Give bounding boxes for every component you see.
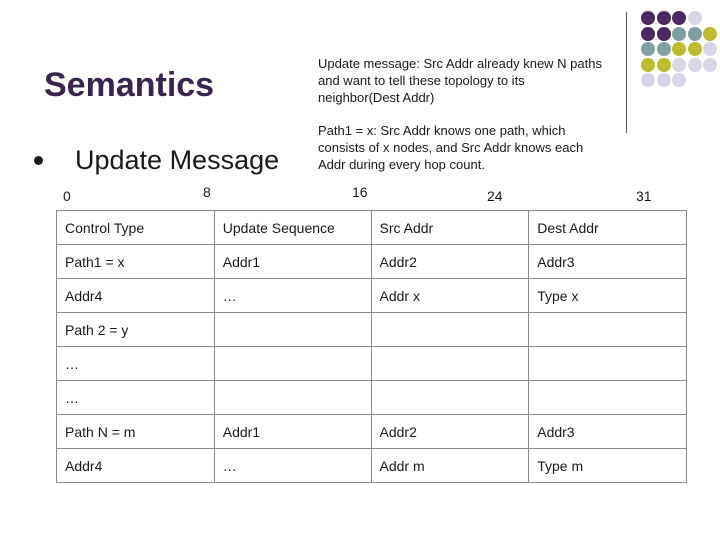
decor-dot — [672, 27, 686, 41]
table-cell — [371, 381, 529, 415]
table-cell: Addr4 — [57, 449, 215, 483]
table-row — [57, 449, 687, 483]
table-cell: Dest Addr — [529, 211, 687, 245]
table-cell — [371, 347, 529, 381]
table-row — [57, 211, 687, 245]
table-row — [57, 415, 687, 449]
decor-dot — [672, 58, 686, 72]
decor-dot — [672, 11, 686, 25]
table-cell: … — [57, 347, 215, 381]
table-cell: Type x — [529, 279, 687, 313]
section-heading: Update Message — [75, 145, 280, 175]
table-cell: Addr m — [371, 449, 529, 483]
table-cell: Addr3 — [529, 245, 687, 279]
decor-dot — [657, 58, 671, 72]
table-cell — [371, 313, 529, 347]
table-cell: Addr3 — [529, 415, 687, 449]
decor-dot — [703, 42, 717, 56]
table-cell: … — [214, 279, 371, 313]
table-cell: Addr1 — [214, 415, 371, 449]
table-cell: Update Sequence — [214, 211, 371, 245]
decor-dot — [688, 11, 702, 25]
bit-label-8: 8 — [203, 184, 211, 200]
decor-dot — [703, 58, 717, 72]
bit-label-31: 31 — [636, 188, 652, 204]
table-row — [57, 381, 687, 415]
decor-dot — [657, 27, 671, 41]
decor-dot — [657, 42, 671, 56]
table-cell: Control Type — [57, 211, 215, 245]
table-cell: Path1 = x — [57, 245, 215, 279]
bit-label-16: 16 — [352, 184, 368, 200]
decor-divider — [626, 12, 627, 133]
table-cell — [214, 381, 371, 415]
table-cell — [214, 313, 371, 347]
decor-dot — [641, 58, 655, 72]
decor-dot — [641, 42, 655, 56]
bit-label-0: 0 — [63, 188, 71, 204]
decor-dot — [703, 27, 717, 41]
table-cell — [529, 347, 687, 381]
table-cell: Addr x — [371, 279, 529, 313]
table-row — [57, 347, 687, 381]
table-cell: Addr2 — [371, 245, 529, 279]
bullet-icon — [34, 156, 43, 165]
table-row — [57, 245, 687, 279]
table-cell — [529, 381, 687, 415]
table-cell: Src Addr — [371, 211, 529, 245]
decor-dot — [657, 11, 671, 25]
table-cell: … — [214, 449, 371, 483]
table-cell: Addr2 — [371, 415, 529, 449]
decor-dot — [688, 42, 702, 56]
table-cell: Path N = m — [57, 415, 215, 449]
table-cell: … — [57, 381, 215, 415]
table-cell: Path 2 = y — [57, 313, 215, 347]
decor-dot — [641, 11, 655, 25]
table-cell: Addr4 — [57, 279, 215, 313]
update-message-format-table — [56, 210, 687, 483]
table-cell — [529, 313, 687, 347]
table-row — [57, 279, 687, 313]
decor-dot — [641, 27, 655, 41]
table-cell: Type m — [529, 449, 687, 483]
decor-dot — [688, 27, 702, 41]
decor-dot — [672, 73, 686, 87]
path-note: Path1 = x: Src Addr knows one path, which consists of x nodes, and Src Addr knows each Addr during every hop count. — [318, 123, 584, 172]
decor-dot — [672, 42, 686, 56]
table-cell — [214, 347, 371, 381]
slide-title: Semantics — [44, 66, 215, 104]
table-row — [57, 313, 687, 347]
bit-label-24: 24 — [487, 188, 503, 204]
update-message-note: Update message: Src Addr already knew N paths and want to tell these topology to its neighbor(Dest Addr) — [318, 56, 602, 105]
decor-dot — [657, 73, 671, 87]
table-cell: Addr1 — [214, 245, 371, 279]
decor-dot — [688, 58, 702, 72]
decor-dot — [641, 73, 655, 87]
